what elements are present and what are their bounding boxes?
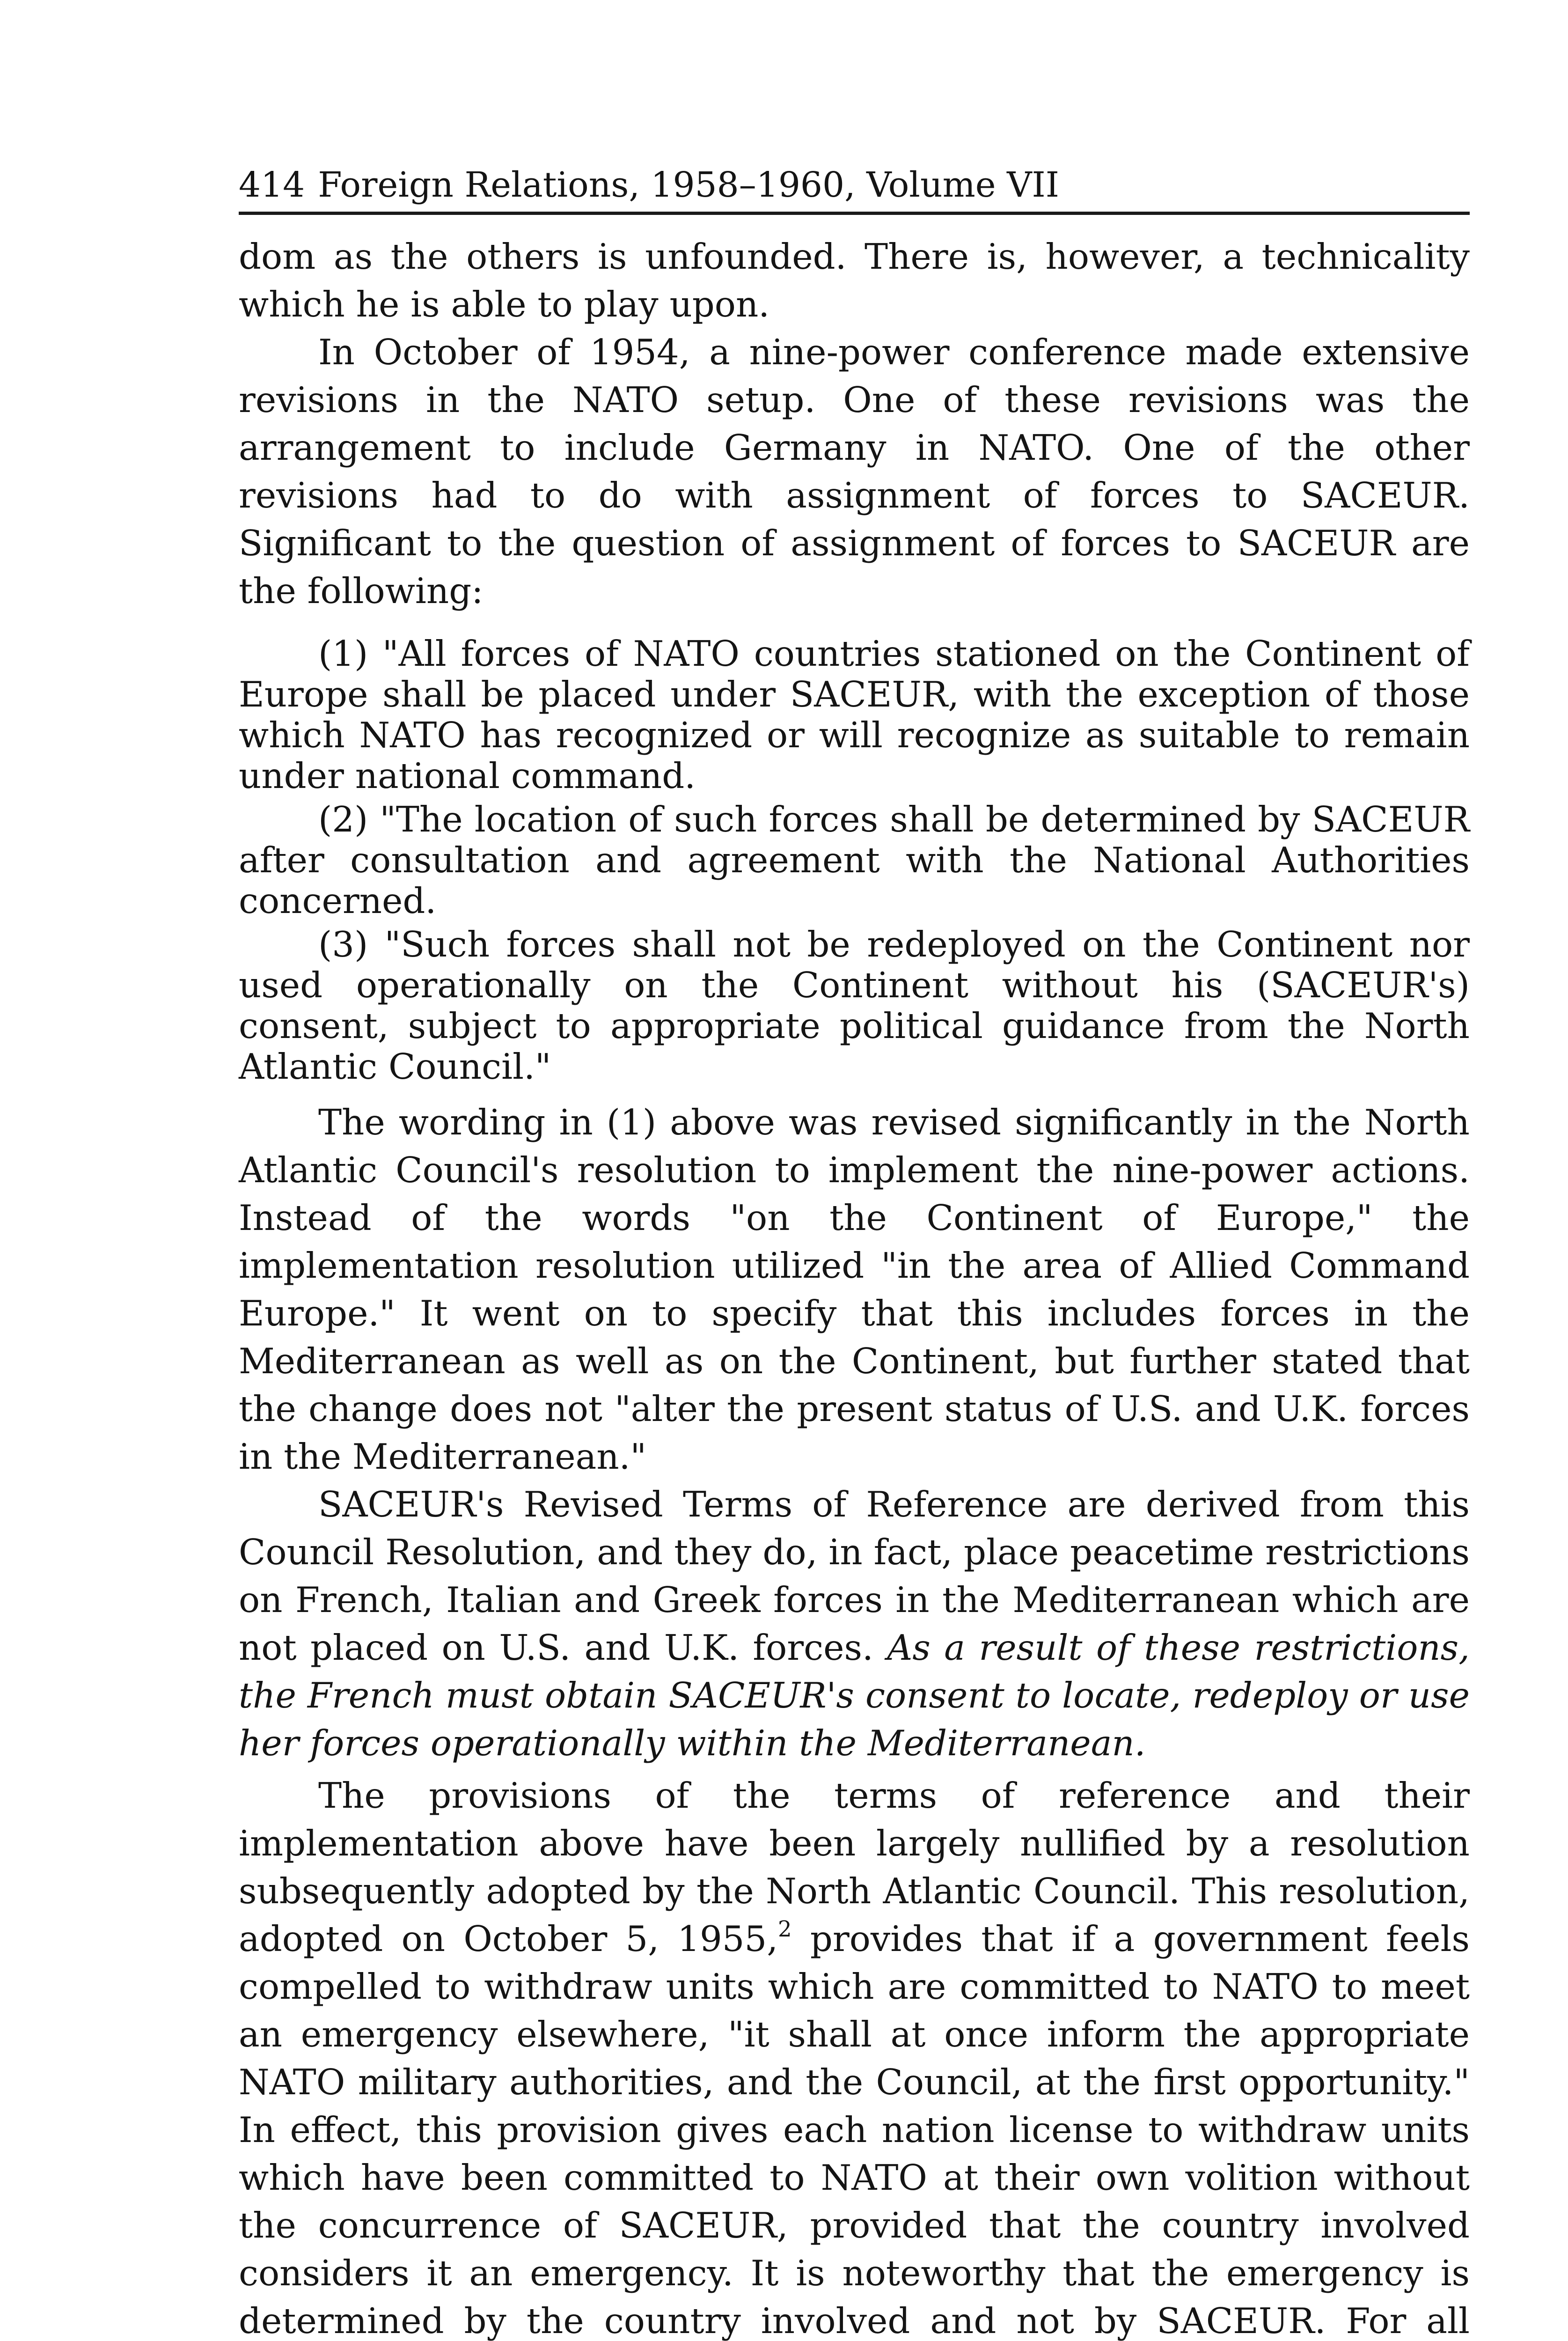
paragraph-continuation: dom as the others is unfounded. There is, however, a technicality which he is able to play upon. [239, 236, 1470, 325]
paragraph-terms-of-reference [239, 1480, 1470, 1767]
resolution-text-end: provides that if a government feels compelled to withdraw units which are committed to NATO to meet an emergency elsewhere, "it shall at once inform the appropriate NATO military authorities, and the Council, at the first opportunity." In effect, this provision gives each nation license to withdraw units which have been committed to NATO at their own volition without the concurrence of SACEUR, provided that the country involved considers it an emergency. It is noteworthy that the emergency is determined by the country involved and not by SACEUR. For all [239, 1918, 1470, 2341]
quoted-provisions [239, 633, 1470, 1087]
footnote-reference[interactable]: 2 [778, 1916, 792, 1942]
document-page [239, 164, 1470, 2341]
italic-emphasis: As a result of these restrictions, the French must obtain SACEUR's consent to locate, redeploy or use her forces operationally within the Mediterranean. [239, 1627, 1470, 1764]
quoted-provision-2: (2) "The location of such forces shall be determined by SACEUR after consultation and agreement with the National Authorities concerned. [239, 799, 1470, 921]
resolution-text-start: The provisions of the terms of reference and their implementation above have been largely nullified by a resolution subsequently adopted by the North Atlantic Council. This resolution, adopted on October 5, 1955, [239, 1775, 1470, 1959]
paragraph-wording-revision: The wording in (1) above was revised significantly in the North Atlantic Council's resolution to implement the nine-power actions. Instead of the words "on the Continent of Europe," the implementation resolution utilized "in the area of Allied Command Europe." It went on to specify that this includes forces in the Mediterranean as well as on the Continent, but further stated that the change does not "alter the present status of U.S. and U.K. forces in the Mediterranean." [239, 1102, 1470, 1477]
page-number: 414 [239, 165, 305, 205]
paragraph-nine-power-conference: In October of 1954, a nine-power conference made extensive revisions in the NATO setup. One of these revisions was the arrangement to include Germany in NATO. One of the other revisions had to do with assignment of forces to SACEUR. Significant to the question of assignment of forces to SACEUR are the following: [239, 331, 1470, 611]
terms-of-reference-text: SACEUR's Revised Terms of Reference are derived from this Council Resolution, and they do, in fact, place peacetime restrictions on French, Italian and Greek forces in the Mediterranean which are not placed on U.S. and U.K. forces. [239, 1484, 1470, 1668]
running-header [239, 164, 1470, 206]
quoted-provision-3: (3) "Such forces shall not be redeployed on the Continent nor used operationally on the Continent without his (SACEUR's) consent, subject to appropriate political guidance from the North Atlantic Council." [239, 924, 1470, 1087]
header-rule [239, 212, 1470, 215]
body-text [239, 233, 1470, 2341]
volume-title: Foreign Relations, 1958–1960, Volume VII [318, 165, 1060, 205]
quoted-provision-1: (1) "All forces of NATO countries stationed on the Continent of Europe shall be placed under SACEUR, with the exception of those which NATO has recognized or will recognize as suitable to remain under national command. [239, 633, 1470, 796]
paragraph-resolution-1955 [239, 1772, 1470, 2341]
